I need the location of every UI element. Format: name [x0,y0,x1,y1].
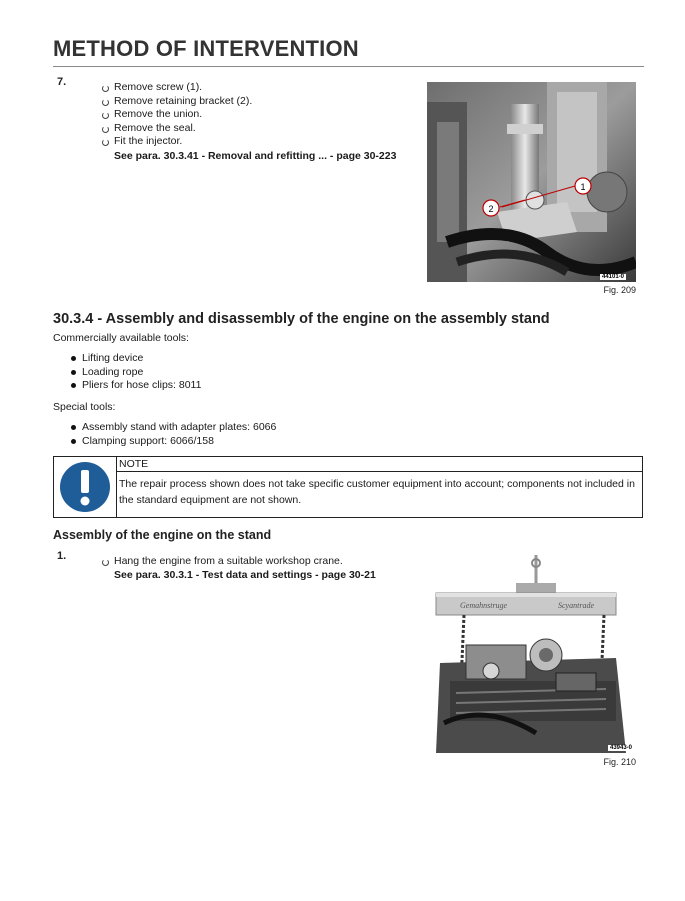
title-divider [53,66,644,67]
list-item: Remove screw (1). [102,81,252,95]
list-item: Hang the engine from a suitable workshop crane. [102,555,343,569]
list-item: Pliers for hose clips: 8011 [69,379,201,393]
figure-caption: Fig. 209 [603,285,636,295]
exclamation-icon [54,457,116,517]
list-item: Remove the seal. [102,122,252,136]
list-item: Assembly stand with adapter plates: 6066 [69,421,276,435]
commercial-tools-list [69,352,201,393]
commercial-tools-label: Commercially available tools: [53,332,189,344]
callout-1: 1 [580,182,586,192]
note-box [53,456,643,518]
step-number: 1. [57,550,67,562]
callout-2: 2 [488,204,494,214]
figure-code: 43943-0 [610,745,633,751]
list-item: Remove the union. [102,108,252,122]
cross-reference-link[interactable]: See para. 30.3.41 - Removal and refitting ... - page 30-223 [114,150,397,162]
list-item: Loading rope [69,366,201,380]
subsection-heading: Assembly of the engine on the stand [53,528,272,542]
injector-photo [427,82,636,282]
step-7-list [102,81,252,149]
list-item: Fit the injector. [102,135,252,149]
special-tools-list [69,421,276,448]
cross-reference-link[interactable]: See para. 30.3.1 - Test data and settings - page 30-21 [114,569,376,581]
step-1-list [102,555,343,569]
special-tools-label: Special tools: [53,401,116,413]
figure-caption: Fig. 210 [603,757,636,767]
figure-code: 44101-0 [602,274,625,280]
beam-text-left: Gemahnstruge [460,601,508,610]
engine-crane-photo [426,553,636,753]
section-heading: 30.3.4 - Assembly and disassembly of the engine on the assembly stand [53,311,550,327]
beam-text-right: Scyantrade [558,601,594,610]
note-icon-cell [54,457,117,517]
list-item: Lifting device [69,352,201,366]
note-title: NOTE [117,457,642,472]
note-text: The repair process shown does not take specific customer equipment into account; components not included in the standard equipment are not shown. [119,478,635,506]
list-item: Clamping support: 6066/158 [69,435,276,449]
page-title: METHOD OF INTERVENTION [53,36,359,61]
list-item: Remove retaining bracket (2). [102,95,252,109]
step-number: 7. [57,76,67,88]
